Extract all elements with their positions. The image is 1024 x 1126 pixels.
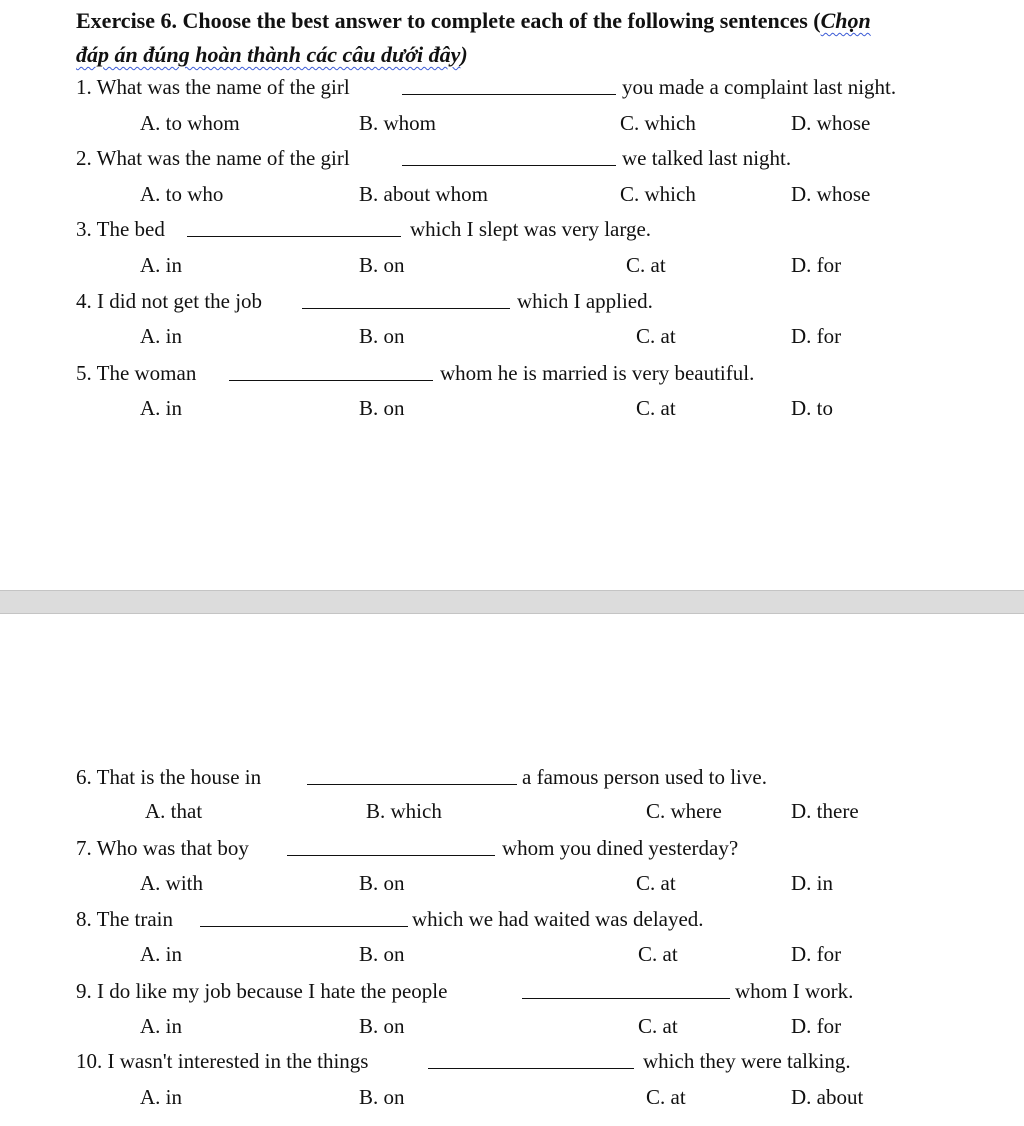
answer-blank: [402, 143, 616, 166]
question-stem: 2. What was the name of the girl: [76, 146, 350, 170]
option-c: C. at: [626, 253, 666, 277]
option-d: D. there: [791, 799, 859, 823]
answer-blank: [428, 1046, 634, 1069]
answer-blank: [229, 358, 433, 381]
option-c: C. at: [636, 396, 676, 420]
answer-blank: [302, 286, 510, 309]
question-continuation: whom he is married is very beautiful.: [440, 361, 755, 385]
option-a: A. to who: [140, 182, 224, 206]
question-stem: 8. The train: [76, 907, 174, 931]
question-continuation: which I applied.: [517, 289, 653, 313]
question-stem: 1. What was the name of the girl: [76, 75, 350, 99]
question-continuation: you made a complaint last night.: [622, 75, 897, 99]
option-d: D. whose: [791, 111, 871, 135]
option-b: B. on: [359, 1085, 405, 1109]
option-d: D. for: [791, 1014, 842, 1038]
option-d: D. for: [791, 942, 842, 966]
question-stem: 9. I do like my job because I hate the people: [76, 979, 448, 1003]
option-d: D. in: [791, 871, 833, 895]
option-c: C. at: [646, 1085, 686, 1109]
question-stem: 6. That is the house in: [76, 765, 262, 789]
option-d: D. whose: [791, 182, 871, 206]
document-page-bottom: [0, 614, 1024, 1126]
option-a: A. in: [140, 1014, 182, 1038]
exercise-title: [76, 4, 1006, 72]
answer-blank: [287, 833, 495, 856]
question-continuation: whom I work.: [735, 979, 854, 1003]
answer-blank: [307, 762, 517, 785]
option-b: B. on: [359, 253, 405, 277]
option-b: B. on: [359, 324, 405, 348]
option-d: D. for: [791, 253, 842, 277]
answer-blank: [402, 72, 616, 95]
option-c: C. at: [638, 1014, 678, 1038]
question-stem: 10. I wasn't interested in the things: [76, 1049, 369, 1073]
option-d: D. for: [791, 324, 842, 348]
question-continuation: which I slept was very large.: [410, 217, 652, 241]
option-b: B. about whom: [359, 182, 488, 206]
option-c: C. at: [636, 324, 676, 348]
option-c: C. which: [620, 111, 696, 135]
option-d: D. about: [791, 1085, 864, 1109]
option-a: A. in: [140, 396, 182, 420]
answer-blank: [187, 214, 401, 237]
question-stem: 4. I did not get the job: [76, 289, 263, 313]
option-b: B. on: [359, 871, 405, 895]
option-a: A. with: [140, 871, 203, 895]
question-stem: 3. The bed: [76, 217, 165, 241]
answer-blank: [522, 976, 730, 999]
option-a: A. that: [145, 799, 203, 823]
question-continuation: we talked last night.: [622, 146, 792, 170]
option-a: A. to whom: [140, 111, 240, 135]
title-vietnamese-1: Chọn: [820, 8, 871, 33]
option-a: A. in: [140, 324, 182, 348]
option-b: B. on: [359, 396, 405, 420]
option-b: B. on: [359, 942, 405, 966]
question-continuation: a famous person used to live.: [522, 765, 767, 789]
option-b: B. which: [366, 799, 442, 823]
option-c: C. where: [646, 799, 722, 823]
option-a: A. in: [140, 942, 182, 966]
title-close: ): [460, 42, 468, 67]
option-c: C. which: [620, 182, 696, 206]
option-c: C. at: [636, 871, 676, 895]
title-vietnamese-2: đáp án đúng hoàn thành các câu dưới đây: [76, 42, 461, 67]
question-continuation: which we had waited was delayed.: [412, 907, 704, 931]
option-b: B. on: [359, 1014, 405, 1038]
answer-blank: [200, 904, 408, 927]
title-english: Exercise 6. Choose the best answer to complete each of the following sentences (: [76, 8, 821, 33]
question-continuation: which they were talking.: [643, 1049, 851, 1073]
question-continuation: whom you dined yesterday?: [502, 836, 739, 860]
option-c: C. at: [638, 942, 678, 966]
page-separator: [0, 590, 1024, 614]
option-b: B. whom: [359, 111, 437, 135]
option-a: A. in: [140, 253, 182, 277]
option-a: A. in: [140, 1085, 182, 1109]
question-stem: 5. The woman: [76, 361, 197, 385]
option-d: D. to: [791, 396, 833, 420]
question-stem: 7. Who was that boy: [76, 836, 249, 860]
